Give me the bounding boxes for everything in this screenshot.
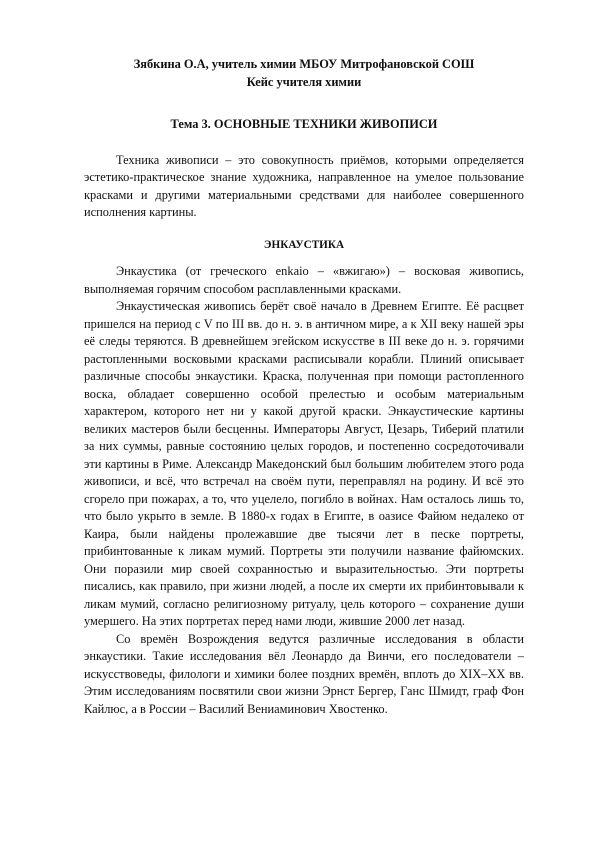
intro-paragraph: Техника живописи – это совокупность приёмов, которыми определяется эстетико-практическое знание художника, направленное на умелое пользование красками и другими материальными средствами для наиболее совершенного исполнения картины. [84, 152, 524, 219]
history-paragraph: Энкаустическая живопись берёт своё начало в Древнем Египте. Её расцвет пришелся на период с V по III вв. до н. э. в античном мире, а к XII веку нашей эры её следы теряются. В древнейшем эгейском искусстве в III веке до н. э. горячими растопленными восковыми красками расписывали корабли. Плиний описывает различные способы энкаустики. Краска, полученная при помощи растопленного воска, обладает совершенно особой прелестью и особым материальным характером, которого нет ни у какой другой краски. Энкаустические картины великих мастеров были бесценны. Императоры Август, Цезарь, Тиберий платили за них суммы, равные состоянию целых городов, и постепенно сосредоточивали эти картины в Риме. Александр Македонский был большим любителем этого рода живописи, и всё, что встречал на своём пути, переправлял на родину. И всё это сгорело при пожарах, а то, что уцелело, погибло в войнах. Нам осталось лишь то, что было укрыто в земле. В 1880-х годах в Египте, в оазисе Файюм недалеко от Каира, были найдены пролежавшие две тысячи лет в песке портреты, прибинтованные к ликам мумий. Портреты эти получили название файюмских. Они поразили мир своей сохранностью и выразительностью. Эти портреты писались, как правило, при жизни людей, а после их смерти их прибинтовывали к ликам мумий, согласно религиозному ритуалу, цель которого – сохранение души умершего. На этих портретах перед нами люди, жившие 2000 лет назад. [84, 299, 524, 628]
document-content [84, 56, 524, 718]
research-paragraph: Со времён Возрождения ведутся различные исследования в области энкаустики. Такие исследования вёл Леонардо да Винчи, его последователи – искусствоведы, филологи и химики более поздних времён, вплоть до XIX–XX вв. Этим исследованиям посвятили свои жизни Эрнст Бергер, Ганс Шмидт, граф Фон Кайлюс, а в России – Василий Вениаминович Хвостенко. [84, 631, 524, 716]
topic-title: Тема 3. ОСНОВНЫЕ ТЕХНИКИ ЖИВОПИСИ [170, 117, 438, 131]
section-title: ЭНКАУСТИКА [263, 238, 345, 251]
definition-paragraph: Энкаустика (от греческого enkaio – «вжигаю») – восковая живопись, выполняемая горячим способом расплавленными красками. [84, 264, 524, 296]
author-line: Зябкина О.А, учитель химии МБОУ Митрофановской СОШ [133, 57, 475, 71]
document-subtitle: Кейс учителя химии [246, 74, 362, 89]
